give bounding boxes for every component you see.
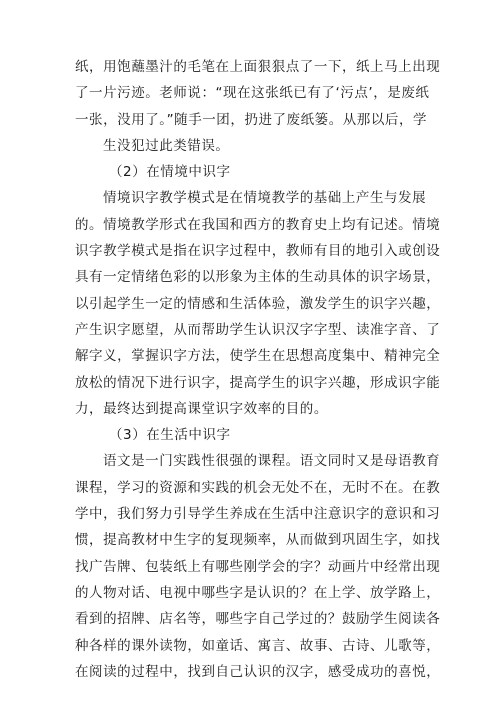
text-line: 解字义，掌握识字方法，使学生在思想高度集中、精神完全 — [75, 348, 441, 365]
text-line: 课程，学习的资源和实践的机会无处不在，无时不在。在教 — [75, 479, 441, 496]
text-line: 力，最终达到提高课堂识字效率的目的。 — [75, 400, 328, 417]
text-line: 识字教学模式是指在识字过程中，教师有目的地引入或创设 — [75, 243, 441, 260]
text-line: 语文是一门实践性很强的课程。语文同时又是母语教育 — [103, 453, 441, 470]
text-line: 了一片污迹。老师说：“现在这张纸已有了‘污点’，是废纸 — [75, 85, 430, 102]
text-line: 学中，我们努力引导学生养成在生活中注意识字的意识和习 — [75, 506, 441, 523]
text-line: 种各样的课外读物，如童话、寓言、故事、古诗、儿歌等， — [75, 637, 441, 654]
document-page — [75, 54, 441, 685]
text-line: 一张，没用了。”随手一团，扔进了废纸篓。从那以后，学 — [75, 111, 428, 128]
paragraph-situational-literacy — [75, 185, 441, 422]
text-line: 具有一定情绪色彩的以形象为主体的生动具体的识字场景， — [75, 269, 441, 286]
paragraph-story-ending — [75, 54, 441, 159]
paragraph-life-literacy — [75, 448, 441, 685]
text-line: 看到的招牌、店名等，哪些字自己学过的？鼓励学生阅读各 — [75, 611, 441, 628]
text-line: 找广告牌、包装纸上有哪些刚学会的字？动画片中经常出现 — [75, 558, 441, 575]
text-line: 生没犯过此类错误。 — [103, 137, 230, 154]
text-line: 放松的情况下进行识字，提高学生的识字兴趣，形成识字能 — [75, 374, 441, 391]
section-heading-situational-literacy: （2）在情境中识字 — [109, 164, 231, 181]
section-heading-life-literacy: （3）在生活中识字 — [109, 427, 231, 444]
text-line: 产生识字愿望，从而帮助学生认识汉字字型、读准字音、了 — [75, 321, 441, 338]
text-line: 情境识字教学模式是在情境教学的基础上产生与发展 — [103, 190, 427, 207]
text-line: 纸，用饱蘸墨汁的毛笔在上面狠狠点了一下，纸上马上出现 — [75, 59, 441, 75]
text-line: 惯，提高教材中生字的复现频率，从而做到巩固生字，如找 — [75, 532, 441, 549]
text-line: 的。情境教学形式在我国和西方的教育史上均有记述。情境 — [75, 216, 441, 233]
text-line: 在阅读的过程中，找到自己认识的汉字，感受成功的喜悦， — [75, 663, 441, 680]
text-line: 的人物对话、电视中哪些字是认识的？在上学、放学路上， — [75, 584, 441, 601]
text-line: 以引起学生一定的情感和生活体验，激发学生的识字兴趣， — [75, 295, 441, 312]
